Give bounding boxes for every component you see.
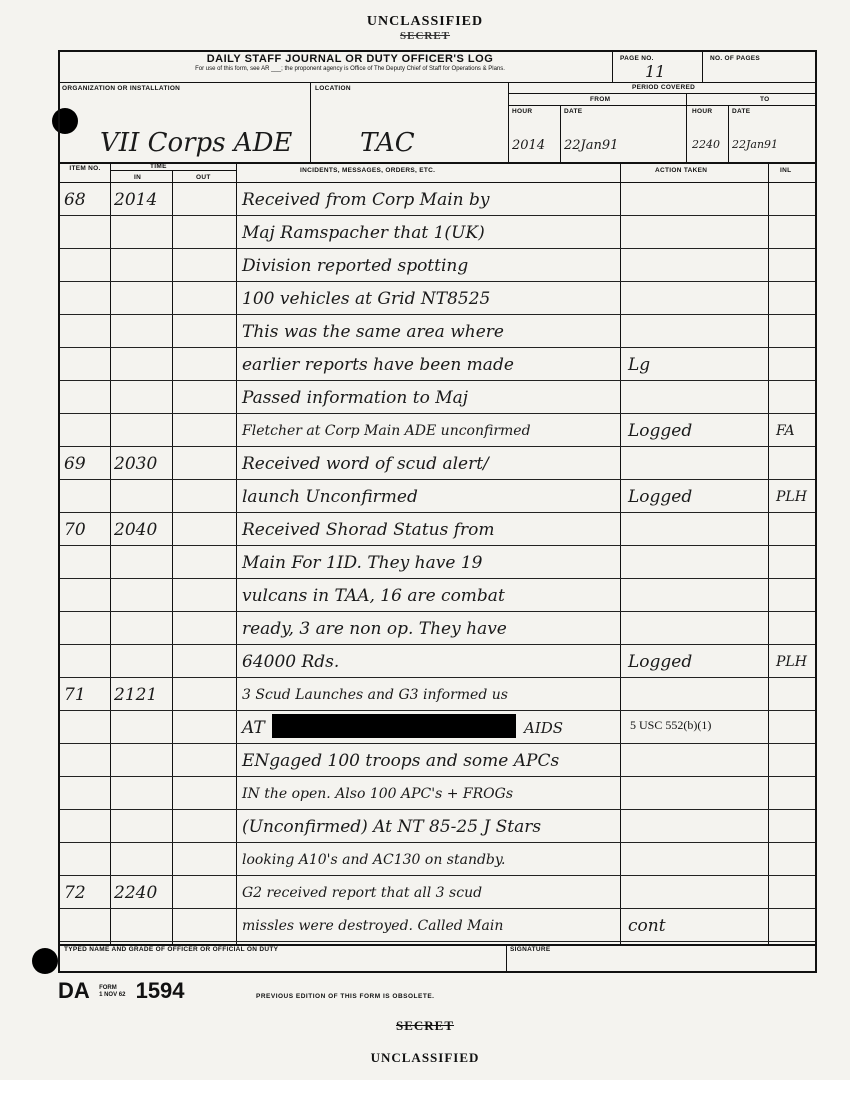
page-no-label: PAGE NO.: [620, 55, 654, 62]
row-entry-text: ready, 3 are non op. They have: [242, 619, 507, 639]
row-divider: [60, 314, 815, 315]
previous-edition-note: PREVIOUS EDITION OF THIS FORM IS OBSOLETE.: [256, 993, 435, 1000]
col-action: ACTION TAKEN: [655, 167, 708, 174]
row-action: cont: [628, 916, 666, 936]
row-item-no: 70: [64, 520, 86, 540]
no-pages-label: NO. OF PAGES: [710, 55, 761, 62]
row-time-in: 2121: [114, 685, 158, 705]
row-divider: [60, 677, 815, 678]
row-divider: [60, 380, 815, 381]
row-divider: [60, 281, 815, 282]
row-divider: [60, 809, 815, 810]
to-hour-value: 2240: [692, 138, 720, 151]
row-action: Lg: [628, 355, 651, 375]
classification-bottom: UNCLASSIFIED: [370, 1050, 480, 1065]
row-entry-text: launch Unconfirmed: [242, 487, 418, 507]
row-entry-text: ENgaged 100 troops and some APCs: [242, 751, 560, 771]
form-subtitle: For use of this form, see AR ___; the proponent agency is Office of The Deputy Chief of Staff for Operations & Plans.: [195, 66, 505, 72]
col-time: TIME: [150, 163, 167, 170]
row-entry-text: G2 received report that all 3 scud: [242, 885, 483, 901]
row-entry-text: Division reported spotting: [242, 256, 469, 276]
row-divider: [60, 908, 815, 909]
form-title: DAILY STAFF JOURNAL OR DUTY OFFICER'S LOG: [206, 53, 494, 65]
row-divider: [60, 413, 815, 414]
row-divider: [60, 512, 815, 513]
row-divider: [60, 776, 815, 777]
row-divider: [60, 479, 815, 480]
row-item-no: 71: [64, 685, 86, 705]
form-da: DA: [58, 978, 89, 1003]
row-divider: [60, 875, 815, 876]
row-action: Logged: [628, 487, 693, 507]
to-hour-label: HOUR: [692, 108, 713, 115]
row-entry-text: missles were destroyed. Called Main: [242, 918, 504, 934]
classification-secret-bottom: SECRET: [395, 1018, 455, 1033]
page-no-value: 11: [645, 62, 666, 81]
row-initials: PLH: [776, 654, 807, 670]
col-inl: INL: [780, 167, 792, 174]
row-exemption: 5 USC 552(b)(1): [630, 718, 712, 732]
form-number: 1594: [135, 978, 185, 1003]
row-time-in: 2240: [114, 883, 158, 903]
from-date-value: 22Jan91: [564, 138, 619, 153]
row-entry-text: looking A10's and AC130 on standby.: [242, 852, 506, 868]
row-entry-text: AT: [242, 718, 265, 738]
col-item-no: ITEM NO.: [69, 165, 101, 172]
to-label: TO: [760, 96, 770, 103]
row-action: Logged: [628, 421, 693, 441]
from-hour-label: HOUR: [512, 108, 533, 115]
row-entry-text: Main For 1ID. They have 19: [242, 553, 483, 573]
organization-value: VII Corps ADE: [100, 128, 293, 158]
row-divider: [60, 611, 815, 612]
row-entry-text: (Unconfirmed) At NT 85-25 J Stars: [242, 817, 542, 837]
row-divider: [60, 248, 815, 249]
col-in: IN: [134, 174, 142, 181]
name-label: TYPED NAME AND GRADE OF OFFICER OR OFFICIAL ON DUTY: [64, 946, 279, 953]
row-divider: [60, 941, 815, 942]
to-date-label: DATE: [732, 108, 751, 115]
row-divider: [60, 842, 815, 843]
row-item-no: 69: [64, 454, 86, 474]
row-divider: [60, 446, 815, 447]
organization-label: ORGANIZATION OR INSTALLATION: [62, 85, 181, 92]
row-entry-text: Fletcher at Corp Main ADE unconfirmed: [242, 423, 531, 439]
row-action: Logged: [628, 652, 693, 672]
row-divider: [60, 215, 815, 216]
from-hour-value: 2014: [512, 138, 546, 153]
row-item-no: 68: [64, 190, 86, 210]
scan-margin: [0, 1080, 850, 1094]
row-time-in: 2040: [114, 520, 158, 540]
row-divider: [60, 743, 815, 744]
col-incidents: INCIDENTS, MESSAGES, ORDERS, ETC.: [300, 167, 436, 174]
classification-secret-top: SECRET: [399, 30, 451, 42]
row-divider: [60, 545, 815, 546]
signature-label: SIGNATURE: [510, 946, 551, 953]
row-entry-text: Received word of scud alert/: [242, 454, 489, 474]
row-entry-text: 64000 Rds.: [242, 652, 340, 672]
row-divider: [60, 710, 815, 711]
classification-top: UNCLASSIFIED: [366, 14, 484, 29]
row-divider: [60, 578, 815, 579]
from-date-label: DATE: [564, 108, 583, 115]
period-label: PERIOD COVERED: [632, 84, 696, 91]
row-entry-text: Received Shorad Status from: [242, 520, 495, 540]
row-time-in: 2030: [114, 454, 158, 474]
binder-hole-bottom: [32, 948, 58, 974]
redaction-bar: [272, 714, 516, 738]
row-time-in: 2014: [114, 190, 158, 210]
row-entry-text: Received from Corp Main by: [242, 190, 490, 210]
col-out: OUT: [196, 174, 211, 181]
row-entry-text: This was the same area where: [242, 322, 504, 342]
row-entry-text: earlier reports have been made: [242, 355, 514, 375]
from-label: FROM: [590, 96, 611, 103]
row-initials: PLH: [776, 489, 807, 505]
row-entry-text-end: AIDS: [524, 719, 564, 737]
form-date: FORM 1 NOV 62: [99, 985, 126, 999]
row-entry-text: 3 Scud Launches and G3 informed us: [242, 687, 508, 703]
row-item-no: 72: [64, 883, 86, 903]
row-initials: FA: [776, 423, 795, 439]
location-label: LOCATION: [315, 85, 351, 92]
form-designation: [58, 978, 185, 1004]
location-value: TAC: [360, 128, 415, 158]
row-entry-text: vulcans in TAA, 16 are combat: [242, 586, 505, 606]
to-date-value: 22Jan91: [732, 138, 779, 151]
row-divider: [60, 347, 815, 348]
row-entry-text: Passed information to Maj: [242, 388, 469, 408]
row-divider: [60, 644, 815, 645]
row-entry-text: 100 vehicles at Grid NT8525: [242, 289, 491, 309]
row-entry-text: IN the open. Also 100 APC's + FROGs: [242, 786, 514, 802]
row-entry-text: Maj Ramspacher that 1(UK): [242, 223, 485, 243]
